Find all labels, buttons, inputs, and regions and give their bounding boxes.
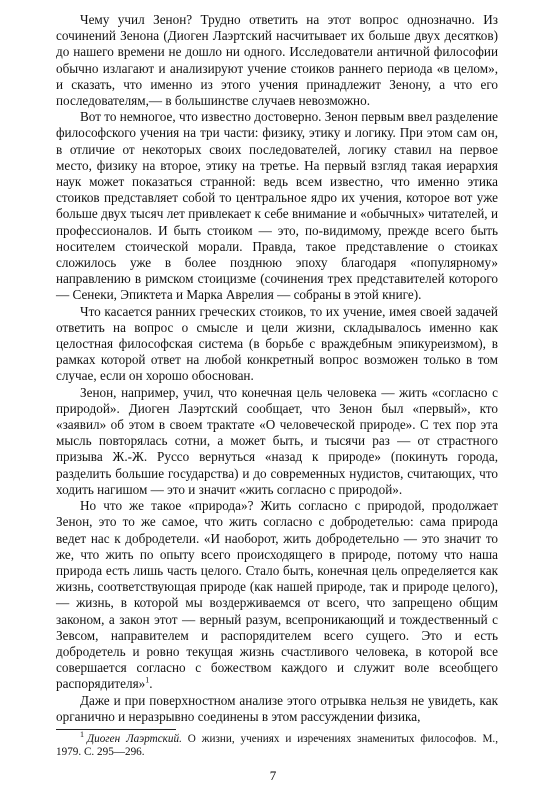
footnote-number: 1: [80, 730, 84, 740]
paragraph-6: Даже и при поверхностном анализе этого отрывка нельзя не увидеть, как органично и неразрывно соединены в этом рассуждении физика,: [56, 692, 498, 724]
page-number: 7: [269, 768, 277, 783]
footnote-text: О жизни, учениях и изречениях знаменитых философов. М., 1979. С. 295—296.: [56, 732, 498, 759]
footnote-reference: 1: [145, 675, 150, 685]
paragraph-5-text: Но что же такое «природа»? Жить согласно с природой, продолжает Зенон, это то же самое, что жить согласно с добродетелью: сама природа ведет нас к добродетели. «И наоборот, жить добродетельно — это значит то же, что жить по опыту всего происходящего в природе, потому что наша природа есть лишь часть целого. Стало быть, конечная цель определяется как жизнь, соответствующая природе (как нашей природе, так и природе целого),— жизнь, в которой мы воздерживаемся от всего, что запрещено общим законом, а закон этот — верный разум, всепроникающий и тождественный с Зевсом, направителем и распорядителем всего сущего. Это и есть добродетель и ровно текущая жизнь счастливого человека, в которой все совершается согласно с божеством каждого и служит воле всеобщего распорядителя»: [56, 498, 498, 692]
paragraph-1: Чему учил Зенон? Трудно ответить на этот вопрос однозначно. Из сочинений Зенона (Диоген Лаэртский насчитывает их больше двух десятков) до нашего времени не дошло ни одного. Исследователи античной философии обычно излагают и анализируют учение стоиков раннего периода «в целом», и сказать, что именно из этого учения принадлежит Зенону, а что его последователям,— в большинстве случаев невозможно.: [56, 12, 498, 109]
footnote: [56, 730, 498, 760]
paragraph-5: Но что же такое «природа»? Жить согласно с природой, продолжает Зенон, это то же самое, что жить согласно с добродетелью: сама природа ведет нас к добродетели. «И наоборот, жить добродетельно — это значит то же, что жить по опыту всего происходящего в природе, потому что наша природа есть лишь часть целого. Стало быть, конечная цель определяется как жизнь, соответствующая природе (как нашей природе, так и природе целого),— жизнь, в которой мы воздерживаемся от всего, что запрещено общим законом, а закон этот — верный разум, всепроникающий и тождественный с Зевсом, направителем и распорядителем всего сущего. Это и есть добродетель и ровно текущая жизнь счастливого человека, в которой все совершается согласно с божеством каждого и служит воле всеобщего распорядителя»$^1$.: [56, 498, 498, 692]
paragraph-3: Что касается ранних греческих стоиков, то их учение, имея своей задачей ответить на вопрос о смысле и цели жизни, складывалось именно как целостная философская система (в борьбе с враждебным эпикуреизмом), в рамках которой ответ на любой конкретный вопрос возможен только в том случае, если он хорошо обоснован.: [56, 303, 498, 384]
paragraph-2: Вот то немногое, что известно достоверно. Зенон первым ввел разделение философского учения на три части: физику, этику и логику. При этом сам он, в отличие от некоторых своих последователей, логику ставил на первое место, физику на второе, этику на третье. На первый взгляд такая иерархия наук может показаться странной: ведь всем известно, что именно этика стоиков представляет собой то центральное ядро их учения, которое вот уже больше двух тысяч лет привлекает к себе внимание и «обычных» читателей, и профессионалов. И быть стоиком — это, по-видимому, прежде всего быть носителем стоической морали. Правда, такое представление о стоиках сложилось уже в более позднюю эпоху благодаря «популярному» направлению в римском стоицизме (сочинения трех представителей которого — Сенеки, Эпиктета и Марка Аврелия — собраны в этой книге).: [56, 109, 498, 303]
footnote-author: Диоген Лаэртский.: [87, 732, 182, 745]
footnote-divider: [56, 729, 176, 730]
paragraph-4: Зенон, например, учил, что конечная цель человека — жить «согласно с природой». Диоген Лаэртский сообщает, что Зенон был «первый», кто «заявил» об этом в своем трактате «О человеческой природе». С тех пор эта мысль повторялась сотни, а может быть, и тысячи раз — от страстного призыва Ж.-Ж. Руссо вернуться «назад к природе» (покинуть города, разделить большие государства) и до современных нудистов, считающих, что ходить нагишом — это и значит «жить согласно с природой».: [56, 384, 498, 497]
